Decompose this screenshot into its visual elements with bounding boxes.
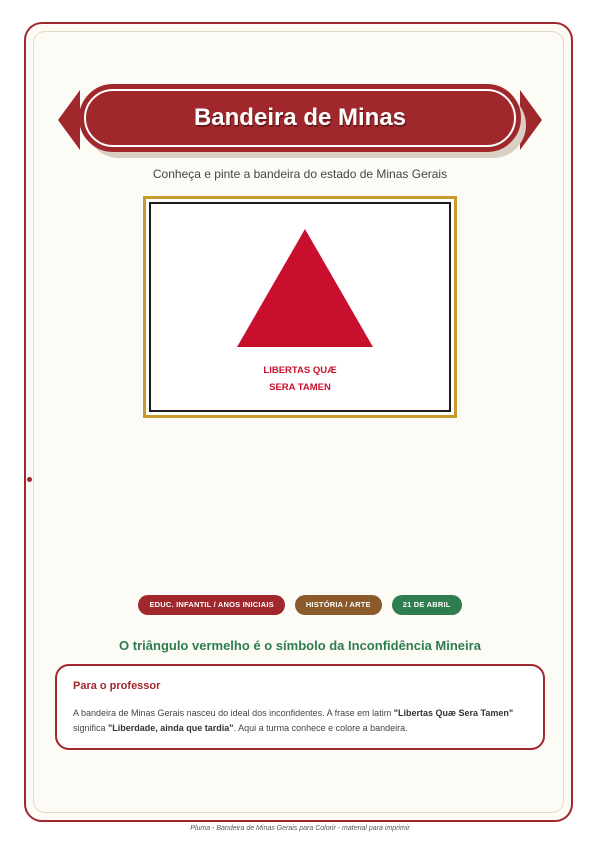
- flag-coloring-area: [149, 202, 451, 412]
- flag-triangle-icon: [237, 229, 373, 347]
- teacher-note-text: [73, 706, 528, 736]
- teacher-note-latin-phrase: "Libertas Quæ Sera Tamen": [393, 708, 514, 718]
- tag-list: [0, 595, 600, 615]
- tag-date: 21 DE ABRIL: [392, 595, 462, 615]
- teacher-note-text-part2: significa: [73, 723, 109, 733]
- highlight-text: O triângulo vermelho é o símbolo da Inconfidência Mineira: [119, 638, 481, 653]
- title-banner: [79, 84, 521, 152]
- banner-ribbon-left: [58, 90, 80, 150]
- teacher-note-title: Para o professor: [73, 680, 161, 692]
- flag-motto: [151, 362, 449, 396]
- flag-motto-line1: LIBERTAS QUÆ: [263, 365, 337, 376]
- page-title: Bandeira de Minas: [193, 104, 407, 131]
- flag-frame: [143, 196, 457, 418]
- page-subtitle: Conheça e pinte a bandeira do estado de Minas Gerais: [152, 167, 448, 181]
- teacher-note-text-part1: A bandeira de Minas Gerais nasceu do ideal dos inconfidentes. A frase em latim: [73, 708, 394, 718]
- page-footer: Pluma - Bandeira de Minas Gerais para Colorir - material para imprimir: [190, 825, 410, 832]
- side-dot: [27, 477, 32, 482]
- teacher-note-text-part3: . Aqui a turma conhece e colore a bandeira.: [233, 723, 408, 733]
- teacher-note-translation: "Liberdade, ainda que tardia": [108, 723, 234, 733]
- tag-education-level: EDUC. INFANTIL / ANOS INICIAIS: [138, 595, 284, 615]
- flag-motto-line2: SERA TAMEN: [269, 382, 331, 393]
- teacher-note-box: [55, 664, 545, 750]
- tag-subject: HISTÓRIA / ARTE: [295, 595, 382, 615]
